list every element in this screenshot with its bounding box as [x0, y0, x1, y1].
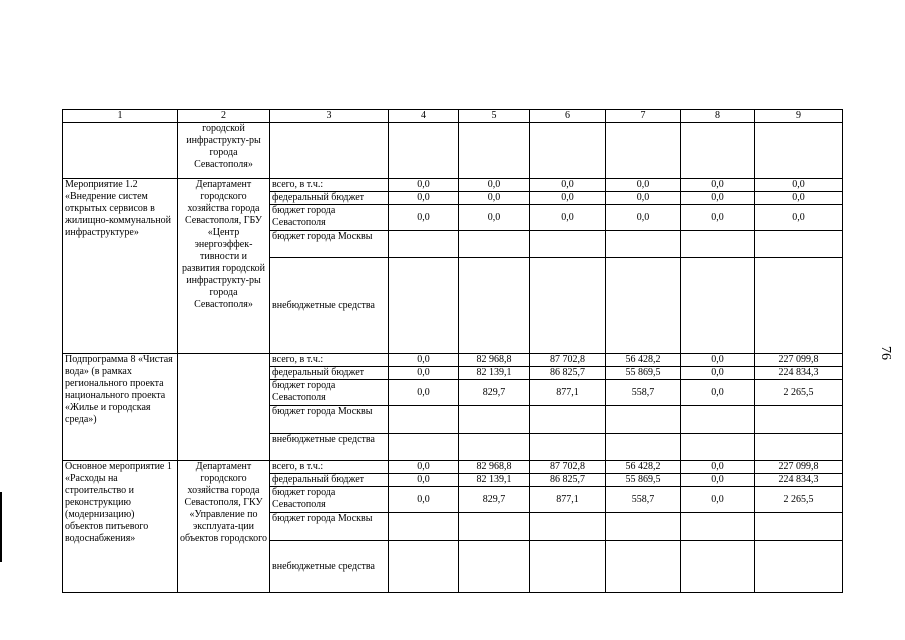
- value-cell: 877,1: [530, 487, 606, 513]
- value-cell: [681, 258, 755, 354]
- funding-source-label: федеральный бюджет: [270, 367, 389, 380]
- value-cell: 0,0: [459, 179, 530, 192]
- table-row: [63, 461, 843, 474]
- value-cell: 0,0: [681, 461, 755, 474]
- value-cell: 0,0: [681, 487, 755, 513]
- budget-table: [62, 109, 843, 593]
- executor-cell: Департамент городского хозяйства города Севастополя, ГКУ «Управление по эксплуата-ции объектов городского: [178, 461, 270, 593]
- value-cell: [530, 513, 606, 541]
- empty-cell: [459, 123, 530, 179]
- value-cell: [389, 513, 459, 541]
- value-cell: [755, 406, 843, 434]
- value-cell: 0,0: [755, 179, 843, 192]
- value-cell: 0,0: [681, 367, 755, 380]
- value-cell: [459, 541, 530, 593]
- subprogram-name-cell: Подпрограмма 8 «Чистая вода» (в рамках регионального проекта национального проекта «Жилье и городская среда»): [63, 354, 178, 461]
- value-cell: 0,0: [681, 354, 755, 367]
- header-cell: 8: [681, 110, 755, 123]
- value-cell: 0,0: [755, 192, 843, 205]
- value-cell: 0,0: [681, 205, 755, 231]
- funding-source-label: всего, в т.ч.:: [270, 461, 389, 474]
- empty-cell: [606, 123, 681, 179]
- funding-source-label: федеральный бюджет: [270, 192, 389, 205]
- value-cell: 224 834,3: [755, 474, 843, 487]
- value-cell: 0,0: [389, 354, 459, 367]
- value-cell: [755, 541, 843, 593]
- value-cell: 829,7: [459, 380, 530, 406]
- value-cell: [606, 258, 681, 354]
- header-cell: 3: [270, 110, 389, 123]
- value-cell: [530, 258, 606, 354]
- value-cell: [459, 434, 530, 461]
- value-cell: 558,7: [606, 487, 681, 513]
- value-cell: [530, 434, 606, 461]
- value-cell: 0,0: [530, 192, 606, 205]
- empty-cell: [530, 123, 606, 179]
- value-cell: 0,0: [755, 205, 843, 231]
- scan-edge-mark: [0, 492, 2, 562]
- value-cell: [755, 434, 843, 461]
- value-cell: 56 428,2: [606, 354, 681, 367]
- value-cell: 227 099,8: [755, 354, 843, 367]
- value-cell: 0,0: [389, 179, 459, 192]
- measure-name-cell: Мероприятие 1.2 «Внедрение систем открытых сервисов в жилищно-коммунальной инфраструктуре»: [63, 179, 178, 354]
- empty-cell: [389, 123, 459, 179]
- value-cell: 87 702,8: [530, 354, 606, 367]
- funding-source-label: бюджет города Севастополя: [270, 380, 389, 406]
- value-cell: 82 139,1: [459, 367, 530, 380]
- value-cell: 0,0: [681, 474, 755, 487]
- value-cell: 224 834,3: [755, 367, 843, 380]
- value-cell: 0,0: [530, 179, 606, 192]
- value-cell: 0,0: [606, 205, 681, 231]
- value-cell: 0,0: [681, 192, 755, 205]
- main-measure-name-cell: Основное мероприятие 1 «Расходы на строительство и реконструкцию (модернизацию) объектов питьевого водоснабжения»: [63, 461, 178, 593]
- value-cell: 82 139,1: [459, 474, 530, 487]
- funding-source-label: всего, в т.ч.:: [270, 179, 389, 192]
- value-cell: 877,1: [530, 380, 606, 406]
- value-cell: 0,0: [389, 474, 459, 487]
- value-cell: [459, 231, 530, 258]
- value-cell: [606, 541, 681, 593]
- value-cell: [755, 513, 843, 541]
- header-cell: 2: [178, 110, 270, 123]
- value-cell: [459, 513, 530, 541]
- value-cell: 0,0: [606, 192, 681, 205]
- header-cell: 9: [755, 110, 843, 123]
- value-cell: [681, 513, 755, 541]
- table-row: [63, 354, 843, 367]
- value-cell: 86 825,7: [530, 474, 606, 487]
- header-cell: 5: [459, 110, 530, 123]
- value-cell: [681, 406, 755, 434]
- header-cell: 7: [606, 110, 681, 123]
- value-cell: 2 265,5: [755, 487, 843, 513]
- value-cell: 55 869,5: [606, 474, 681, 487]
- value-cell: 0,0: [530, 205, 606, 231]
- value-cell: [389, 434, 459, 461]
- value-cell: 82 968,8: [459, 354, 530, 367]
- funding-source-label: всего, в т.ч.:: [270, 354, 389, 367]
- value-cell: 0,0: [389, 487, 459, 513]
- value-cell: [459, 258, 530, 354]
- value-cell: 227 099,8: [755, 461, 843, 474]
- header-cell: 4: [389, 110, 459, 123]
- funding-source-label: внебюджетные средства: [270, 541, 389, 593]
- value-cell: [681, 231, 755, 258]
- value-cell: 0,0: [389, 367, 459, 380]
- value-cell: 0,0: [459, 192, 530, 205]
- value-cell: 86 825,7: [530, 367, 606, 380]
- value-cell: 0,0: [606, 179, 681, 192]
- empty-cell: [755, 123, 843, 179]
- value-cell: 2 265,5: [755, 380, 843, 406]
- header-cell: 6: [530, 110, 606, 123]
- header-row: [63, 110, 843, 123]
- value-cell: 0,0: [389, 205, 459, 231]
- value-cell: 0,0: [681, 179, 755, 192]
- value-cell: [530, 406, 606, 434]
- funding-source-label: федеральный бюджет: [270, 474, 389, 487]
- value-cell: [389, 258, 459, 354]
- value-cell: 0,0: [389, 380, 459, 406]
- funding-source-label: внебюджетные средства: [270, 258, 389, 354]
- empty-cell: [681, 123, 755, 179]
- funding-source-label: бюджет города Севастополя: [270, 487, 389, 513]
- value-cell: 829,7: [459, 487, 530, 513]
- value-cell: [755, 258, 843, 354]
- value-cell: 56 428,2: [606, 461, 681, 474]
- value-cell: 558,7: [606, 380, 681, 406]
- value-cell: [530, 541, 606, 593]
- funding-source-label: внебюджетные средства: [270, 434, 389, 461]
- funding-source-label: бюджет города Москвы: [270, 231, 389, 258]
- funding-source-label: бюджет города Севастополя: [270, 205, 389, 231]
- empty-cell: [63, 123, 178, 179]
- value-cell: 0,0: [681, 380, 755, 406]
- value-cell: [681, 434, 755, 461]
- table-row: [63, 179, 843, 192]
- value-cell: [459, 406, 530, 434]
- page-number: 76: [878, 346, 893, 360]
- value-cell: [530, 231, 606, 258]
- value-cell: 82 968,8: [459, 461, 530, 474]
- value-cell: [606, 434, 681, 461]
- value-cell: [681, 541, 755, 593]
- value-cell: [389, 541, 459, 593]
- value-cell: [606, 231, 681, 258]
- executor-cell: городской инфраструкту-ры города Севастополя»: [178, 123, 270, 179]
- funding-source-label: бюджет города Москвы: [270, 406, 389, 434]
- executor-cell: Департамент городского хозяйства города Севастополя, ГБУ «Центр энергоэффек-тивности и развития городской инфраструкту-ры города Севастополя»: [178, 179, 270, 354]
- value-cell: 55 869,5: [606, 367, 681, 380]
- funding-source-label: бюджет города Москвы: [270, 513, 389, 541]
- value-cell: [389, 406, 459, 434]
- value-cell: 0,0: [389, 192, 459, 205]
- value-cell: 87 702,8: [530, 461, 606, 474]
- value-cell: 0,0: [389, 461, 459, 474]
- empty-cell: [178, 354, 270, 461]
- value-cell: [606, 513, 681, 541]
- value-cell: [755, 231, 843, 258]
- continuation-row: [63, 123, 843, 179]
- value-cell: [389, 231, 459, 258]
- header-cell: 1: [63, 110, 178, 123]
- empty-cell: [270, 123, 389, 179]
- value-cell: [606, 406, 681, 434]
- value-cell: 0,0: [459, 205, 530, 231]
